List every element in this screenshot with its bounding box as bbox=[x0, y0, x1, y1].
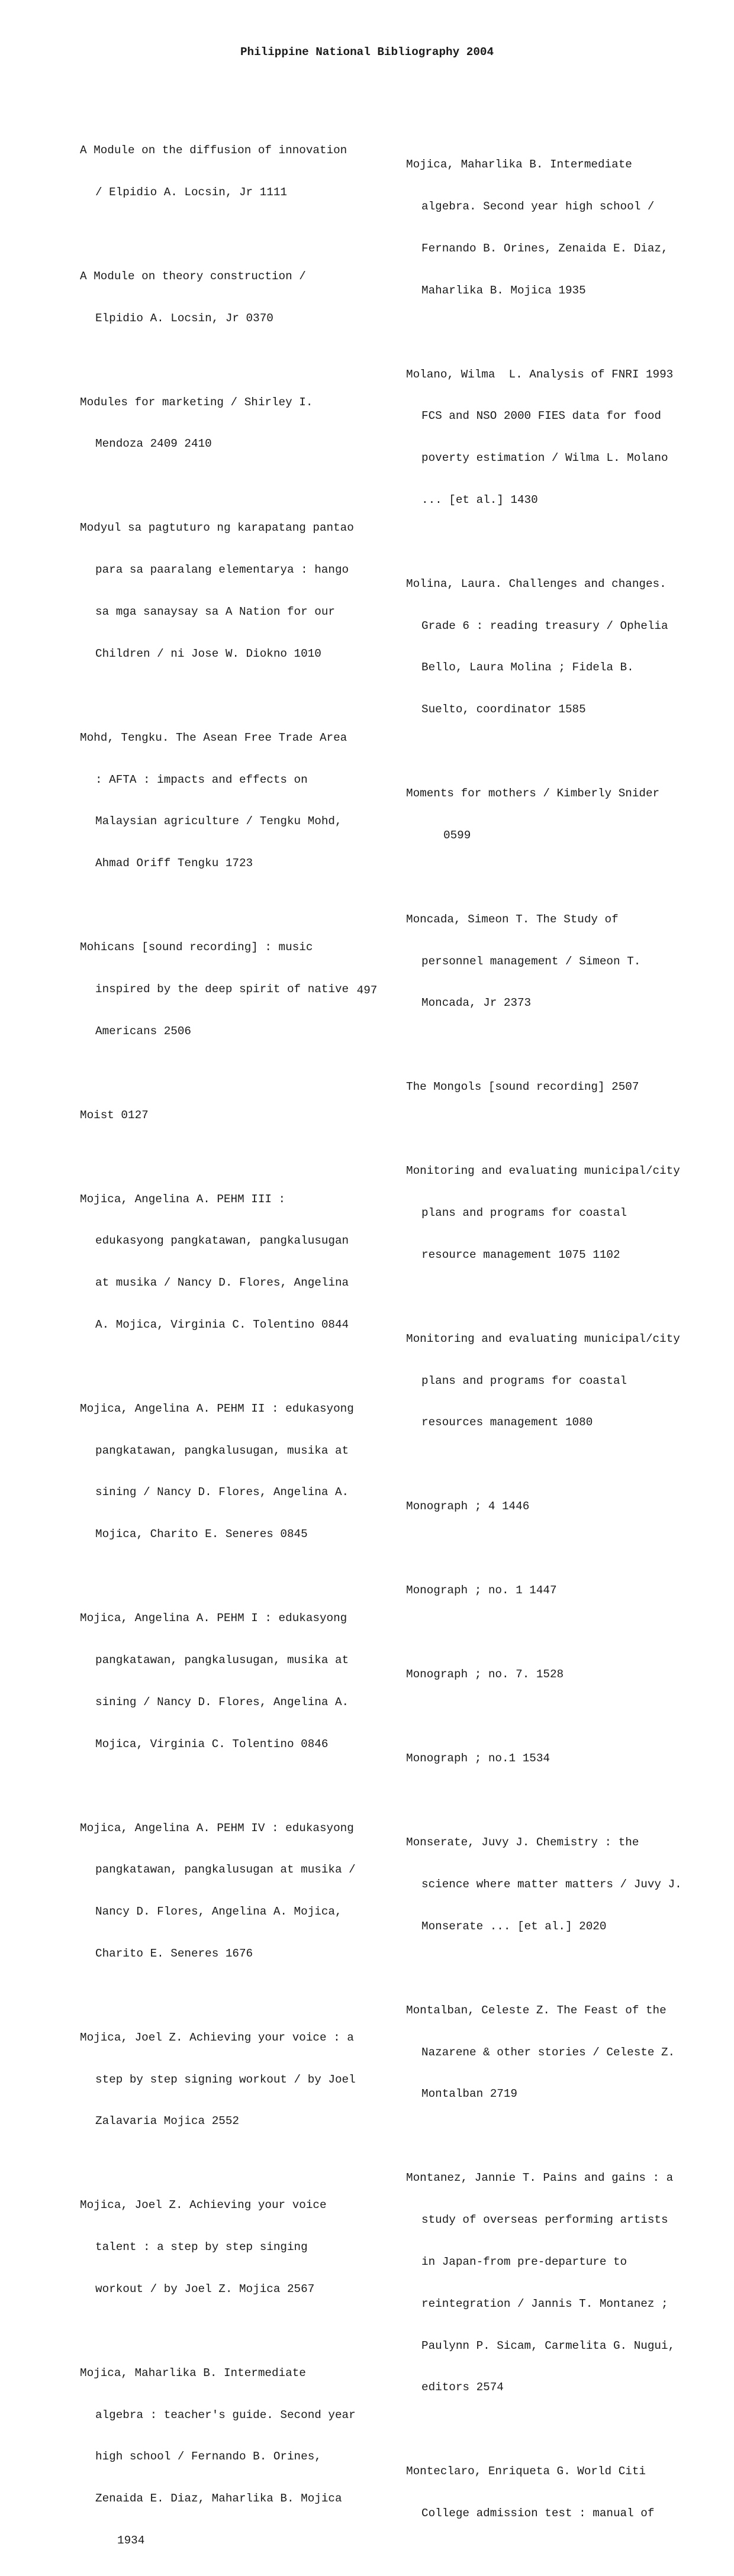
bibliography-entry bbox=[406, 885, 714, 1039]
entry-line: Mohd, Tengku. The Asean Free Trade Area bbox=[80, 731, 347, 744]
entry-line: A Module on theory construction / bbox=[80, 269, 306, 283]
entry-line: Mojica, Angelina A. PEHM III : bbox=[80, 1192, 286, 1206]
entry-line: A. Mojica, Virginia C. Tolentino 0844 bbox=[95, 1318, 349, 1331]
entry-line: Monserate, Juvy J. Chemistry : the bbox=[406, 1836, 639, 1849]
bibliography-entry bbox=[406, 1472, 714, 1542]
entry-line: poverty estimation / Wilma L. Molano bbox=[421, 451, 668, 465]
bibliography-entry bbox=[80, 2339, 388, 2576]
entry-line: at musika / Nancy D. Flores, Angelina bbox=[95, 1276, 349, 1290]
bibliography-entry bbox=[406, 1556, 714, 1626]
entry-line: Mohicans [sound recording] : music bbox=[80, 941, 313, 954]
bibliography-entry bbox=[80, 368, 388, 480]
entry-line: FCS and NSO 2000 FIES data for food bbox=[421, 409, 661, 423]
entry-line: Monograph ; no. 1 1447 bbox=[406, 1584, 557, 1597]
entry-line: Grade 6 : reading treasury / Ophelia bbox=[421, 619, 668, 632]
bibliography-entry bbox=[406, 1053, 714, 1122]
bibliography-entry bbox=[80, 242, 388, 354]
entry-line: Mojica, Joel Z. Achieving your voice bbox=[80, 2199, 327, 2212]
entry-line: Elpidio A. Locsin, Jr 0370 bbox=[95, 311, 273, 325]
bibliography-entry bbox=[406, 2437, 714, 2549]
entry-line: plans and programs for coastal bbox=[421, 1206, 627, 1220]
entry-line: in Japan-from pre-departure to bbox=[421, 2255, 627, 2268]
entry-line: Montanez, Jannie T. Pains and gains : a bbox=[406, 2171, 674, 2185]
entry-line: pangkatawan, pangkalusugan, musika at bbox=[95, 1653, 349, 1667]
entry-line: Mojica, Charito E. Seneres 0845 bbox=[95, 1528, 308, 1541]
entry-line: Monograph ; no. 7. 1528 bbox=[406, 1668, 564, 1681]
entry-line: Modules for marketing / Shirley I. bbox=[80, 395, 313, 409]
bibliography-entry bbox=[406, 550, 714, 745]
page-number: 497 bbox=[356, 984, 378, 997]
entry-line: Mojica, Angelina A. PEHM II : edukasyong bbox=[80, 1402, 354, 1415]
entry-line: high school / Fernando B. Orines, bbox=[95, 2450, 321, 2464]
entry-line: Moncada, Jr 2373 bbox=[421, 996, 532, 1010]
entry-line: Nancy D. Flores, Angelina A. Mojica, bbox=[95, 1905, 342, 1919]
bibliography-entry bbox=[80, 1080, 388, 1150]
entry-line: workout / by Joel Z. Mojica 2567 bbox=[95, 2282, 315, 2296]
entry-line: Modyul sa pagtuturo ng karapatang pantao bbox=[80, 521, 354, 535]
entry-line: Malaysian agriculture / Tengku Mohd, bbox=[95, 815, 342, 828]
bibliography-entry bbox=[406, 340, 714, 535]
bibliography-entry bbox=[406, 130, 714, 325]
entry-line: Mojica, Maharlika B. Intermediate bbox=[406, 158, 632, 172]
entry-line: edukasyong pangkatawan, pangkalusugan bbox=[95, 1234, 349, 1248]
entry-line: / Elpidio A. Locsin, Jr 1111 bbox=[95, 185, 287, 199]
bibliography-entry bbox=[406, 1808, 714, 1962]
bibliography-entry bbox=[80, 493, 388, 689]
bibliography-entry bbox=[406, 1724, 714, 1794]
entry-line: Mendoza 2409 2410 bbox=[95, 437, 212, 451]
entry-line: plans and programs for coastal bbox=[421, 1374, 627, 1387]
entry-line: science where matter matters / Juvy J. bbox=[421, 1878, 682, 1891]
entry-line: sa mga sanaysay sa A Nation for our bbox=[95, 605, 335, 618]
page-title: Philippine National Bibliography 2004 bbox=[240, 46, 494, 59]
entry-line: Molina, Laura. Challenges and changes. bbox=[406, 577, 667, 590]
entry-line: Fernando B. Orines, Zenaida E. Diaz, bbox=[421, 241, 668, 255]
bibliography-entry bbox=[406, 1137, 714, 1290]
entry-line: Mojica, Virginia C. Tolentino 0846 bbox=[95, 1737, 329, 1751]
entry-line: Montalban 2719 bbox=[421, 2087, 517, 2101]
entry-line: ... [et al.] 1430 bbox=[421, 493, 538, 506]
entry-line: Moist 0127 bbox=[80, 1108, 149, 1122]
entry-line: Monitoring and evaluating municipal/city bbox=[406, 1332, 680, 1345]
right-column bbox=[406, 130, 714, 2549]
entry-line: study of overseas performing artists bbox=[421, 2213, 668, 2227]
entry-line: talent : a step by step singing bbox=[95, 2241, 308, 2254]
entry-line: Ahmad Oriff Tengku 1723 bbox=[95, 857, 253, 870]
bibliography-entry bbox=[406, 1640, 714, 1710]
entry-line: Moncada, Simeon T. The Study of bbox=[406, 912, 619, 926]
entry-line: Monitoring and evaluating municipal/city bbox=[406, 1164, 680, 1178]
entry-line: Monteclaro, Enriqueta G. World Citi bbox=[406, 2465, 646, 2478]
entry-line: Montalban, Celeste Z. The Feast of the bbox=[406, 2003, 667, 2017]
entry-line: 0599 bbox=[443, 828, 471, 842]
entry-line: Monserate ... [et al.] 2020 bbox=[421, 1919, 607, 1933]
entry-line: Mojica, Angelina A. PEHM I : edukasyong bbox=[80, 1612, 347, 1625]
bibliography-entry bbox=[80, 1374, 388, 1570]
entry-line: Children / ni Jose W. Diokno 1010 bbox=[95, 647, 321, 660]
entry-line: : AFTA : impacts and effects on bbox=[95, 773, 308, 786]
entry-line: Paulynn P. Sicam, Carmelita G. Nugui, bbox=[421, 2339, 675, 2352]
bibliography-entry bbox=[406, 759, 714, 871]
bibliography-entry bbox=[80, 2003, 388, 2157]
entry-line: step by step signing workout / by Joel bbox=[95, 2073, 356, 2086]
entry-line: resource management 1075 1102 bbox=[421, 1248, 620, 1261]
entry-line: Molano, Wilma L. Analysis of FNRI 1993 bbox=[406, 367, 674, 381]
entry-line: A Module on the diffusion of innovation bbox=[80, 144, 347, 157]
bibliography-entry bbox=[80, 116, 388, 228]
bibliography-entry bbox=[80, 2171, 388, 2325]
entry-line: pangkatawan, pangkalusugan at musika / bbox=[95, 1863, 356, 1877]
entry-line: Mojica, Joel Z. Achieving your voice : a bbox=[80, 2031, 354, 2044]
entry-line: College admission test : manual of bbox=[421, 2507, 655, 2520]
entry-line: sining / Nancy D. Flores, Angelina A. bbox=[95, 1486, 349, 1499]
entry-line: Nazarene & other stories / Celeste Z. bbox=[421, 2045, 675, 2059]
entry-line: algebra : teacher's guide. Second year bbox=[95, 2408, 356, 2422]
left-column bbox=[80, 116, 388, 2576]
entry-line: resources management 1080 bbox=[421, 1416, 593, 1429]
entry-line: editors 2574 bbox=[421, 2381, 504, 2394]
entry-line: Monograph ; 4 1446 bbox=[406, 1500, 530, 1513]
entry-line: sining / Nancy D. Flores, Angelina A. bbox=[95, 1695, 349, 1709]
entry-line: Suelto, coordinator 1585 bbox=[421, 703, 586, 716]
entry-line: 1934 bbox=[117, 2534, 145, 2547]
entry-line: Zenaida E. Diaz, Maharlika B. Mojica bbox=[95, 2492, 342, 2506]
bibliography-entry bbox=[80, 1164, 388, 1360]
bibliography-entry bbox=[80, 1793, 388, 1989]
entry-line: para sa paaralang elementarya : hango bbox=[95, 563, 349, 577]
entry-line: Charito E. Seneres 1676 bbox=[95, 1946, 253, 1960]
entry-line: reintegration / Jannis T. Montanez ; bbox=[421, 2297, 668, 2310]
entry-line: Monograph ; no.1 1534 bbox=[406, 1752, 550, 1765]
entry-line: personnel management / Simeon T. bbox=[421, 954, 641, 968]
bibliography-entry bbox=[406, 1305, 714, 1458]
entry-line: Mojica, Angelina A. PEHM IV : edukasyong bbox=[80, 1821, 354, 1835]
bibliography-entry bbox=[80, 703, 388, 899]
entry-line: Bello, Laura Molina ; Fidela B. bbox=[421, 661, 634, 674]
entry-line: inspired by the deep spirit of native bbox=[95, 982, 349, 996]
entry-line: algebra. Second year high school / bbox=[421, 199, 655, 213]
entry-line: Mojica, Maharlika B. Intermediate bbox=[80, 2366, 306, 2380]
entry-line: pangkatawan, pangkalusugan, musika at bbox=[95, 1444, 349, 1457]
bibliography-entry bbox=[406, 2144, 714, 2423]
entry-line: Americans 2506 bbox=[95, 1024, 191, 1038]
entry-line: Moments for mothers / Kimberly Snider bbox=[406, 787, 660, 800]
entry-line: The Mongols [sound recording] 2507 bbox=[406, 1080, 639, 1094]
bibliography-entry bbox=[406, 1976, 714, 2130]
bibliography-entry bbox=[80, 1584, 388, 1779]
entry-line: Maharlika B. Mojica 1935 bbox=[421, 283, 586, 297]
entry-line: Zalavaria Mojica 2552 bbox=[95, 2115, 239, 2128]
